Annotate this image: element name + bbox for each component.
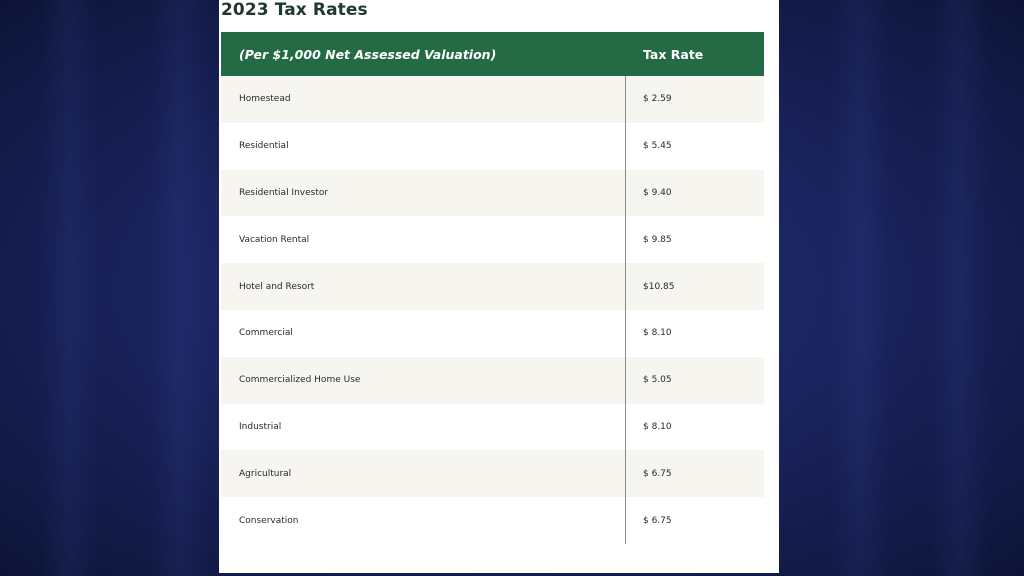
category-cell: Commercial [221, 310, 626, 357]
category-cell: Agricultural [221, 450, 626, 497]
background-streak [830, 0, 890, 576]
category-cell: Industrial [221, 404, 626, 451]
category-cell: Commercialized Home Use [221, 357, 626, 404]
table-row [221, 170, 764, 217]
table-row [221, 263, 764, 310]
content-panel [219, 0, 779, 573]
table-body [221, 76, 764, 544]
table-row [221, 310, 764, 357]
rate-cell: $ 9.40 [643, 187, 672, 198]
category-cell: Homestead [221, 76, 626, 123]
table-row [221, 404, 764, 451]
table-header [221, 32, 764, 76]
category-cell: Hotel and Resort [221, 263, 626, 310]
rate-cell: $ 8.10 [643, 328, 672, 339]
header-tax-rate: Tax Rate [643, 46, 704, 62]
background-streak [40, 0, 100, 576]
rate-cell: $10.85 [643, 281, 675, 292]
table-row [221, 76, 764, 123]
table-row [221, 123, 764, 170]
category-cell: Residential Investor [221, 170, 626, 217]
rate-cell: $ 5.05 [643, 375, 672, 386]
table-row [221, 357, 764, 404]
table-row [221, 450, 764, 497]
table-row [221, 497, 764, 544]
category-cell: Residential [221, 123, 626, 170]
category-cell: Conservation [221, 497, 626, 544]
rate-cell: $ 6.75 [643, 515, 672, 526]
rate-cell: $ 6.75 [643, 468, 672, 479]
background-streak [930, 0, 990, 576]
rate-cell: $ 5.45 [643, 141, 672, 152]
header-category: (Per $1,000 Net Assessed Valuation) [239, 46, 497, 62]
tax-rate-table [221, 32, 764, 544]
rate-cell: $ 8.10 [643, 421, 672, 432]
rate-cell: $ 9.85 [643, 234, 672, 245]
category-cell: Vacation Rental [221, 216, 626, 263]
page-title: 2023 Tax Rates [221, 0, 368, 20]
rate-cell: $ 2.59 [643, 94, 672, 105]
background-streak [150, 0, 210, 576]
table-row [221, 216, 764, 263]
